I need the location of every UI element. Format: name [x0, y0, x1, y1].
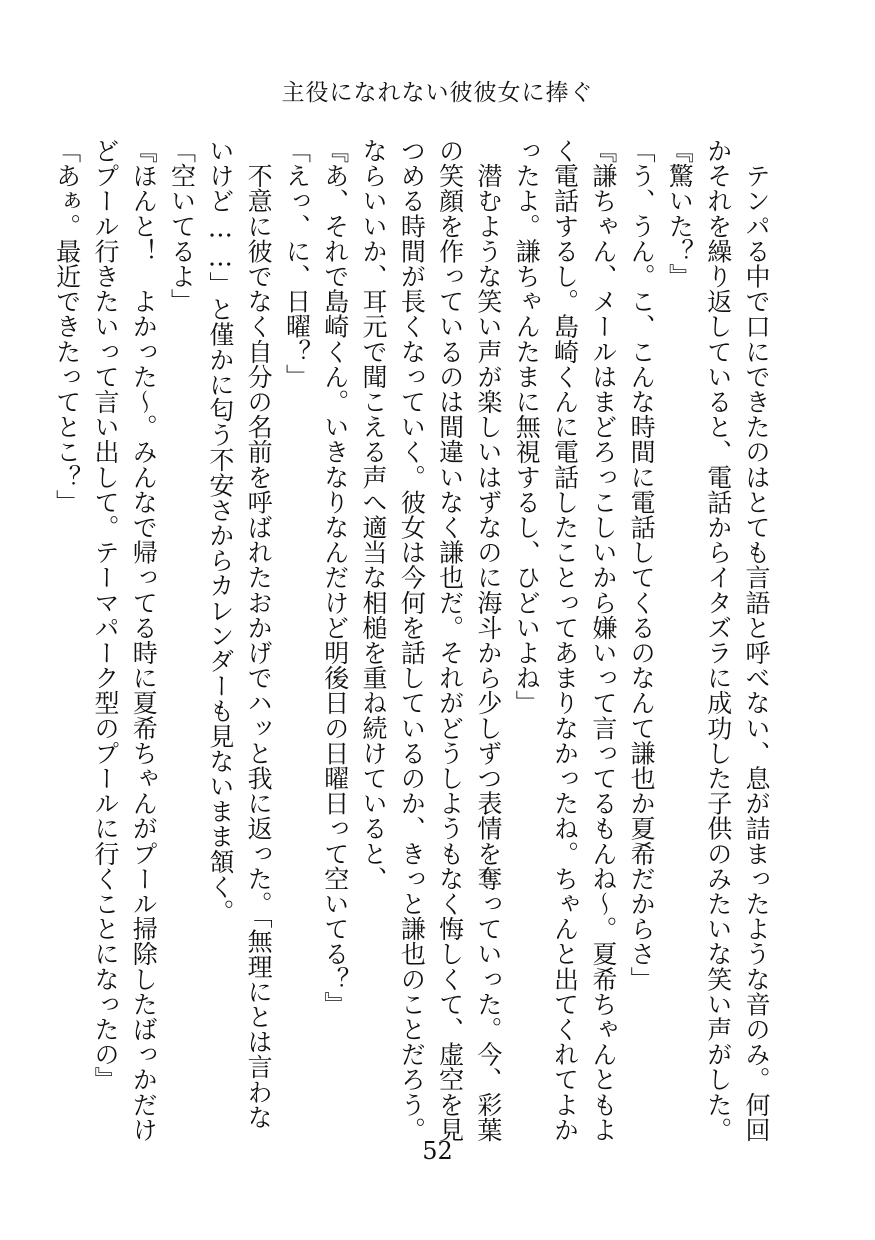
text-line: く電話するし。島崎くんに電話したことってあまりなかったね。ちゃんと出てくれてよか [550, 138, 580, 1142]
text-line: 「う、うん。こ、こんな時間に電話してくるのなんて謙也か夏希だからさ」 [627, 138, 657, 992]
text-line: 「えっ、に、日曜？」 [282, 138, 312, 389]
text-line: つめる時間が長くなっていく。彼女は今何を話しているのか、きっと謙也のことだろう。 [397, 138, 427, 1142]
text-line: ったよ。謙ちゃんたまに無視するし、ひどいよね」 [512, 138, 542, 716]
text-line: 潜むような笑い声が楽しいはずなのに海斗から少しずつ表情を奪っていった。今、彩葉 [473, 138, 503, 1142]
text-line: 「空いてるよ」 [167, 138, 197, 314]
text-line: 『あ、それで島崎くん。いきなりなんだけど明後日の日曜日って空いてる？』 [320, 138, 350, 1017]
running-header-title: 主役になれない彼彼女に捧ぐ [281, 80, 594, 106]
text-line: ならいいか、耳元で聞こえる声へ適当な相槌を重ね続けていると、 [359, 138, 389, 891]
text-line: 『謙ちゃん、メールはまどろっこしいから嫌いって言ってるもんね～。夏希ちゃんともよ [588, 138, 618, 1142]
text-line: いけど……」と僅かに匂う不安さからカレンダーも見ないまま頷く。 [205, 138, 235, 925]
text-line: テンパる中で口にできたのはとても言語と呼べない、息が詰まったような音のみ。何回 [742, 138, 771, 1142]
page-number: 52 [422, 1137, 453, 1165]
text-line: 「あぁ。最近できたってとこ？」 [52, 138, 82, 515]
text-line: どプール行きたいって言い出して。テーマパーク型のプールに行くことになったの』 [90, 138, 120, 1092]
vertical-body-text [47, 138, 775, 1142]
text-line: 『驚いた？』 [665, 138, 695, 289]
text-line: の笑顔を作っているのは間違いなく謙也だ。それがどうしようもなく悔しくて、虚空を見 [435, 138, 465, 1142]
text-line: 『ほんと！ よかった～。みんなで帰ってる時に夏希ちゃんがプール掃除したばっかだけ [129, 138, 159, 1142]
text-line: かそれを繰り返していると、電話からイタズラに成功した子供のみたいな笑い声がした。 [703, 138, 733, 1142]
text-line: 不意に彼でなく自分の名前を呼ばれたおかげでハッと我に返った。「無理にとは言わな [244, 138, 274, 1130]
